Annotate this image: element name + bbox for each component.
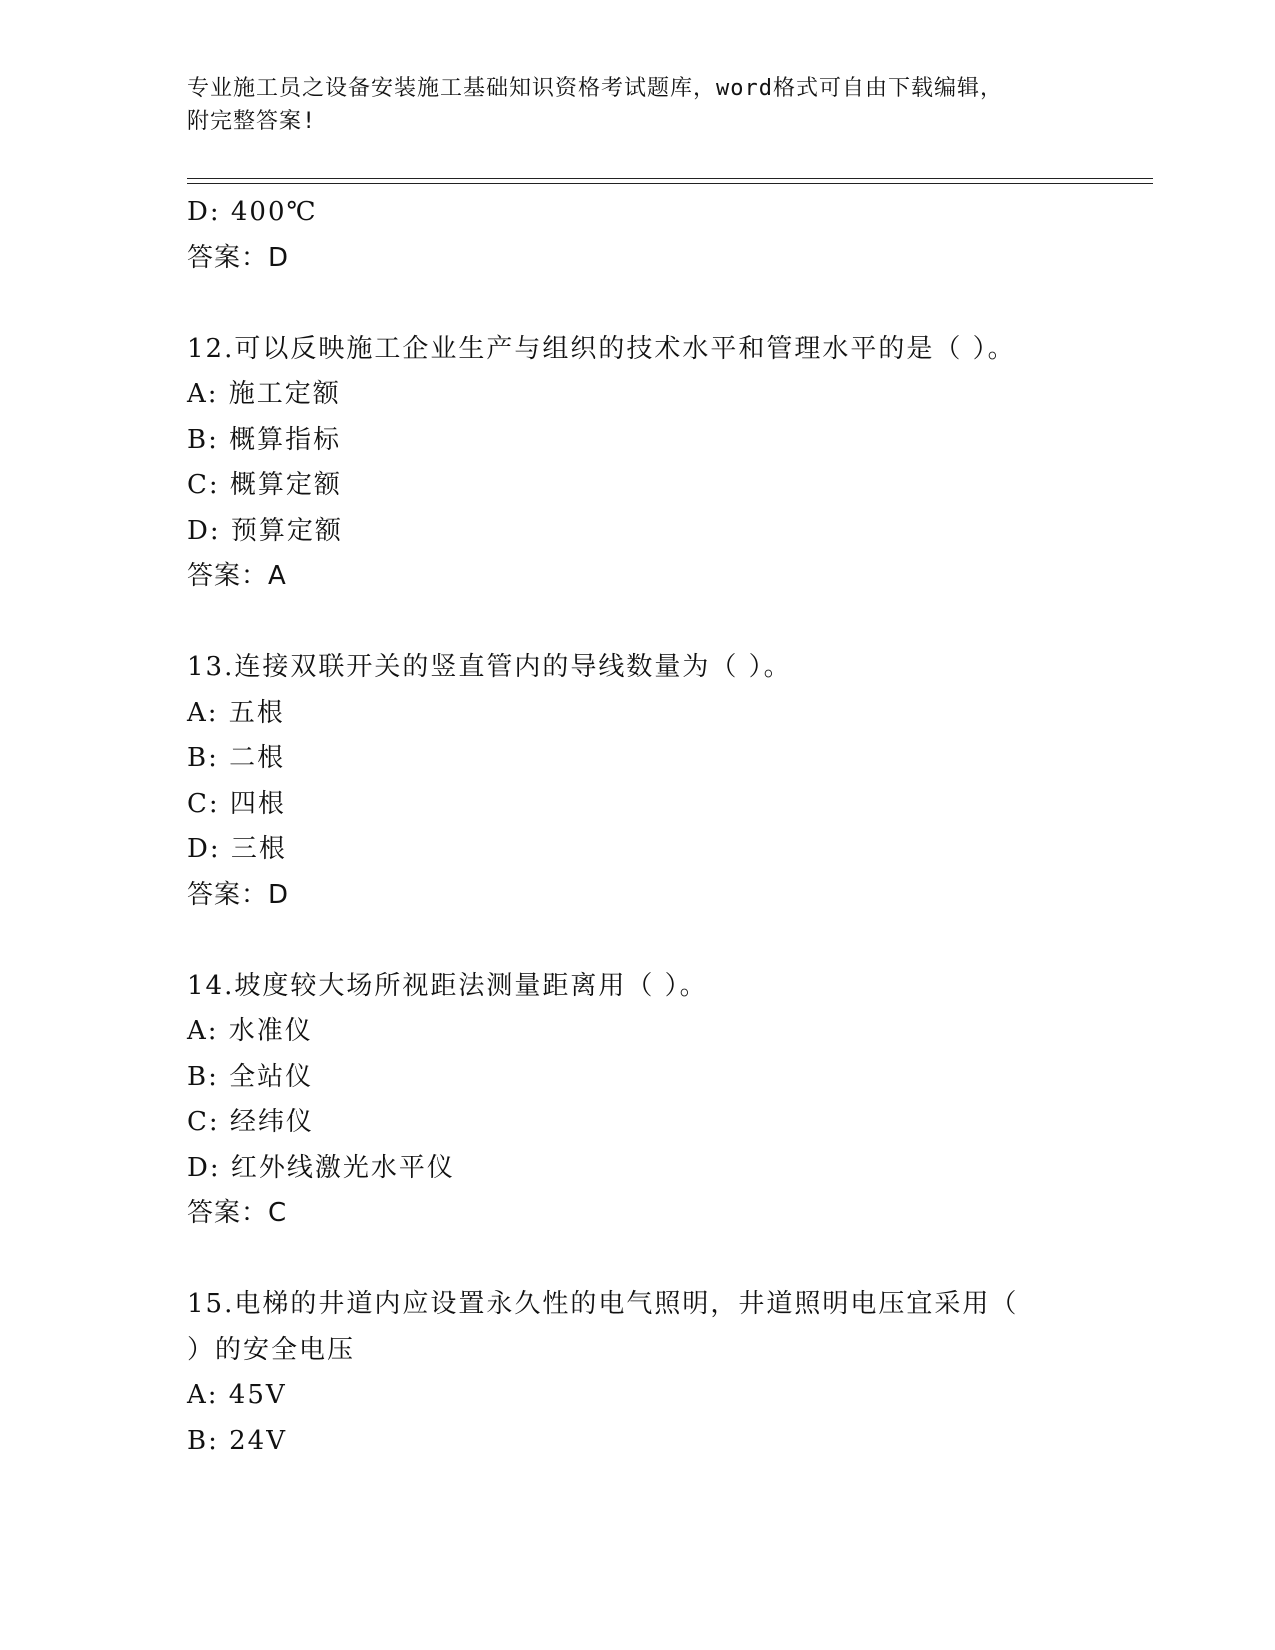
spacer bbox=[187, 281, 1067, 327]
option-a: A: 五根 bbox=[187, 697, 285, 728]
spacer bbox=[187, 600, 1067, 646]
header-rule-bottom bbox=[187, 183, 1153, 184]
option-d: D: 三根 bbox=[187, 834, 287, 864]
question-block-13 bbox=[187, 645, 1067, 918]
answer-line: 答案：D bbox=[187, 242, 290, 273]
option-b: B: 24V bbox=[187, 1425, 287, 1456]
option-b: B: 概算指标 bbox=[187, 424, 342, 455]
option-c: C: 概算定额 bbox=[187, 470, 342, 500]
question-block-12 bbox=[187, 327, 1067, 600]
question-block-14 bbox=[187, 964, 1067, 1237]
document-body bbox=[187, 190, 1067, 1464]
question-block-15 bbox=[187, 1282, 1067, 1464]
option-d: D: 预算定额 bbox=[187, 515, 343, 546]
answer-line: 答案：D bbox=[187, 879, 290, 910]
answer-line: 答案：C bbox=[187, 1198, 288, 1228]
header-line-1: 专业施工员之设备安装施工基础知识资格考试题库，word格式可自由下载编辑， bbox=[187, 76, 1003, 101]
header-line-2: 附完整答案! bbox=[187, 109, 317, 134]
question-stem-line-2: ）的安全电压 bbox=[187, 1334, 356, 1365]
option-d: D: 400℃ bbox=[187, 197, 318, 227]
spacer bbox=[187, 918, 1067, 964]
spacer bbox=[187, 1237, 1067, 1283]
option-c: C: 四根 bbox=[187, 788, 286, 819]
question-stem: 13.连接双联开关的竖直管内的导线数量为（ ）。 bbox=[187, 652, 792, 682]
question-stem: 12.可以反映施工企业生产与组织的技术水平和管理水平的是（ ）。 bbox=[187, 333, 1016, 364]
option-c: C: 经纬仪 bbox=[187, 1107, 314, 1137]
document-header bbox=[187, 72, 1067, 138]
option-a: A: 水准仪 bbox=[187, 1016, 313, 1046]
option-b: B: 二根 bbox=[187, 743, 286, 773]
option-b: B: 全站仪 bbox=[187, 1061, 314, 1092]
question-stem-line-1: 15.电梯的井道内应设置永久性的电气照明，井道照明电压宜采用（ bbox=[187, 1289, 1019, 1319]
question-block-11 bbox=[187, 190, 1067, 281]
option-d: D: 红外线激光水平仪 bbox=[187, 1152, 455, 1183]
header-rule-top bbox=[187, 178, 1153, 179]
question-stem: 14.坡度较大场所视距法测量距离用（ ）。 bbox=[187, 970, 708, 1001]
option-a: A: 施工定额 bbox=[187, 379, 341, 409]
option-a: A: 45V bbox=[187, 1380, 287, 1410]
answer-line: 答案：A bbox=[187, 561, 287, 591]
